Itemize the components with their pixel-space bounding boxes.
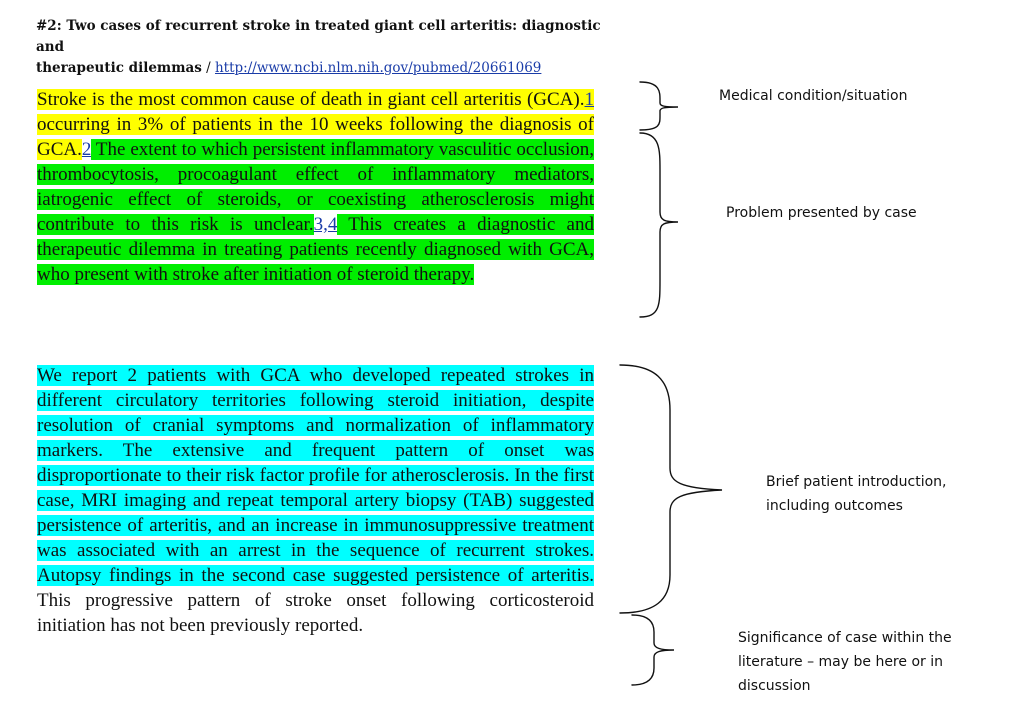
article-title-line1: #2: Two cases of recurrent stroke in treated giant cell arteritis: diagnostic and xyxy=(36,18,601,55)
brace-problem xyxy=(640,133,678,317)
highlight-patient-intro-text: We report 2 patients with GCA who developed repeated strokes in different circulatory territories following steroid initiation, despite resolution of cranial symptoms and normalization of inflammatory markers. The extensive and frequent pattern of onset was disproportionate to their risk factor profile for atherosclerosis. In the first case, MRI imaging and repeat temporal artery biopsy (TAB) suggested persistence of arteritis, and an increase in immunosuppressive treatment was associated with an arrest in the sequence of recurrent strokes. Autopsy findings in the second case suggested persistence of arteritis. xyxy=(37,365,594,586)
annotation-significance: Significance of case within the literature – may be here or in discussion xyxy=(738,630,952,694)
pubmed-link[interactable]: http://www.ncbi.nlm.nih.gov/pubmed/20661069 xyxy=(214,60,542,76)
reference-link-3-4[interactable]: 3,4 xyxy=(313,214,338,235)
highlight-condition-text-b: occurring in 3% of patients in the 10 weeks following the diagnosis of GCA. xyxy=(37,114,594,160)
brace-condition xyxy=(640,82,678,130)
reference-link-2[interactable]: 2 xyxy=(81,139,92,160)
highlight-problem-text-a: The extent to which persistent inflammatory vasculitic occlusion, thrombocytosis, procoagulant effect of inflammatory mediators, iatrogenic effect of steroids, or coexisting atherosclerosis might contribute to this risk is unclear. xyxy=(37,139,594,235)
annotation-problem-presented: Problem presented by case xyxy=(726,205,917,221)
title-separator: / xyxy=(201,60,215,76)
significance-text: This progressive pattern of stroke onset following corticosteroid initiation has not been previously reported. xyxy=(37,590,594,636)
annotation-medical-condition: Medical condition/situation xyxy=(719,88,908,104)
article-title-line2: therapeutic dilemmas xyxy=(36,60,202,76)
brace-patient-intro xyxy=(620,365,722,613)
highlight-condition-text-a: Stroke is the most common cause of death in giant cell arteritis (GCA). xyxy=(37,89,585,110)
highlight-problem-text-b: This creates a diagnostic and therapeutic dilemma in treating patients recently diagnosed with GCA, who present with stroke after initiation of steroid therapy. xyxy=(37,214,594,285)
reference-link-1[interactable]: 1 xyxy=(584,89,594,110)
annotation-patient-introduction: Brief patient introduction, including outcomes xyxy=(766,474,947,514)
brace-significance xyxy=(632,615,674,685)
